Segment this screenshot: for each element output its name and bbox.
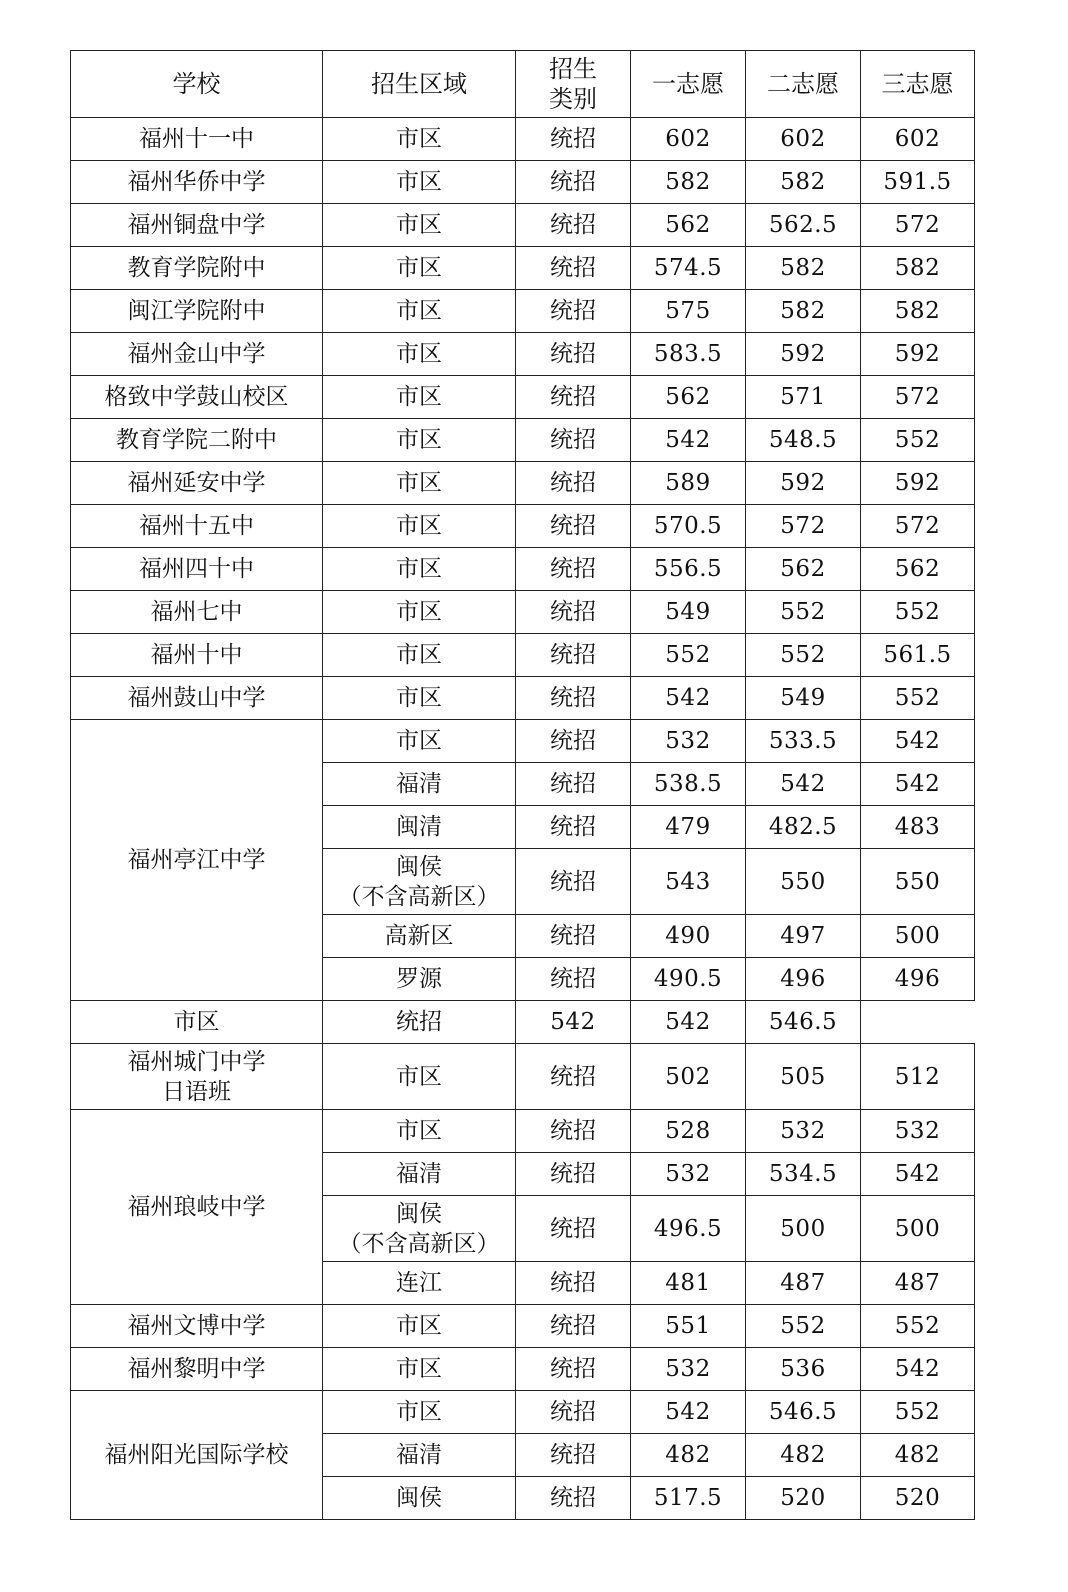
cell-choice1: 583.5	[631, 333, 746, 376]
cell-region-line1: 闽侯	[396, 853, 442, 880]
cell-school: 福州阳光国际学校	[71, 1391, 323, 1520]
cell-choice3: 552	[861, 591, 975, 634]
cell-region: 市区	[323, 333, 516, 376]
table-row	[71, 677, 975, 720]
cell-region: 市区	[323, 161, 516, 204]
cell-choice3: 572	[861, 376, 975, 419]
table-row	[71, 1391, 975, 1434]
cell-type: 统招	[516, 849, 631, 915]
cell-choice3: 562	[861, 548, 975, 591]
cell-type: 统招	[516, 161, 631, 204]
cell-choice2: 542	[746, 763, 861, 806]
cell-choice2: 582	[746, 290, 861, 333]
cell-choice1: 551	[631, 1305, 746, 1348]
cell-choice3: 550	[861, 849, 975, 915]
cell-choice3: 542	[861, 1153, 975, 1196]
cell-region: 市区	[323, 1044, 516, 1110]
cell-type: 统招	[516, 419, 631, 462]
cell-choice3: 552	[861, 419, 975, 462]
table-row	[71, 1110, 975, 1153]
cell-type: 统招	[323, 1001, 516, 1044]
cell-choice1: 482	[631, 1434, 746, 1477]
cell-choice1: 542	[631, 419, 746, 462]
header-choice3: 三志愿	[861, 51, 975, 118]
cell-school: 福州铜盘中学	[71, 204, 323, 247]
cell-type: 统招	[516, 505, 631, 548]
cell-choice1: 517.5	[631, 1477, 746, 1520]
cell-choice1: 542	[631, 677, 746, 720]
cell-school: 福州金山中学	[71, 333, 323, 376]
cell-region-line2: （不含高新区）	[338, 1230, 500, 1257]
cell-school-line2: 日语班	[162, 1078, 231, 1105]
cell-region: 市区	[323, 462, 516, 505]
cell-choice3: 572	[861, 204, 975, 247]
cell-school: 福州华侨中学	[71, 161, 323, 204]
cell-region: 市区	[323, 634, 516, 677]
cell-region-line2: （不含高新区）	[338, 883, 500, 910]
cell-type: 统招	[516, 204, 631, 247]
cell-school: 福州四十中	[71, 548, 323, 591]
cell-choice3: 546.5	[746, 1001, 861, 1044]
cell-region: 市区	[323, 505, 516, 548]
table-row	[71, 462, 975, 505]
cell-type: 统招	[516, 1477, 631, 1520]
cell-choice3: 552	[861, 677, 975, 720]
header-type	[516, 51, 631, 118]
cell-choice2: 536	[746, 1348, 861, 1391]
cell-choice1: 532	[631, 1153, 746, 1196]
cell-type: 统招	[516, 763, 631, 806]
table-row	[71, 634, 975, 677]
table-row	[71, 333, 975, 376]
table-row	[71, 247, 975, 290]
cell-choice1: 562	[631, 376, 746, 419]
table-row	[71, 1044, 975, 1110]
cell-choice3: 591.5	[861, 161, 975, 204]
cell-choice2: 552	[746, 634, 861, 677]
cell-region: 市区	[323, 247, 516, 290]
cell-choice3: 572	[861, 505, 975, 548]
cell-choice2: 592	[746, 462, 861, 505]
cell-choice2: 497	[746, 915, 861, 958]
cell-choice1: 542	[516, 1001, 631, 1044]
cell-school: 教育学院附中	[71, 247, 323, 290]
table-row	[71, 720, 975, 763]
cell-type: 统招	[516, 1110, 631, 1153]
cell-choice3: 582	[861, 290, 975, 333]
cell-type: 统招	[516, 1391, 631, 1434]
table-row	[71, 1348, 975, 1391]
cell-region: 市区	[323, 204, 516, 247]
cell-type: 统招	[516, 1348, 631, 1391]
cell-choice2: 505	[746, 1044, 861, 1110]
cell-type: 统招	[516, 634, 631, 677]
cell-choice2: 592	[746, 333, 861, 376]
table-body	[71, 118, 975, 1520]
cell-type: 统招	[516, 677, 631, 720]
header-school: 学校	[71, 51, 323, 118]
cell-choice2: 552	[746, 591, 861, 634]
cell-choice2: 542	[631, 1001, 746, 1044]
header-region: 招生区域	[323, 51, 516, 118]
cell-choice3: 532	[861, 1110, 975, 1153]
cell-choice1: 538.5	[631, 763, 746, 806]
cell-type: 统招	[516, 1196, 631, 1262]
cell-school: 福州亭江中学	[71, 720, 323, 1001]
cell-region: 高新区	[323, 915, 516, 958]
cell-region: 市区	[323, 419, 516, 462]
cell-choice1: 543	[631, 849, 746, 915]
cell-choice2: 562.5	[746, 204, 861, 247]
cell-type: 统招	[516, 806, 631, 849]
cell-choice1: 602	[631, 118, 746, 161]
cell-choice3: 592	[861, 333, 975, 376]
table-row	[71, 548, 975, 591]
cell-choice2: 482.5	[746, 806, 861, 849]
cell-region: 市区	[323, 1110, 516, 1153]
cell-region-line1: 闽侯	[396, 1200, 442, 1227]
table-row	[71, 419, 975, 462]
cell-type: 统招	[516, 376, 631, 419]
cell-region: 福清	[323, 763, 516, 806]
cell-school: 福州鼓山中学	[71, 677, 323, 720]
cell-type: 统招	[516, 548, 631, 591]
cell-choice1: 490.5	[631, 958, 746, 1001]
cell-choice1: 532	[631, 720, 746, 763]
cell-region: 市区	[323, 290, 516, 333]
cell-school	[71, 1044, 323, 1110]
cell-type: 统招	[516, 1434, 631, 1477]
table-header-row	[71, 51, 975, 118]
cell-type: 统招	[516, 118, 631, 161]
admission-score-table	[70, 50, 975, 1520]
cell-type: 统招	[516, 247, 631, 290]
table-row	[71, 161, 975, 204]
cell-choice3: 561.5	[861, 634, 975, 677]
cell-choice3: 520	[861, 1477, 975, 1520]
header-type-line1: 招生	[549, 55, 597, 83]
cell-type: 统招	[516, 1305, 631, 1348]
table-row	[71, 505, 975, 548]
cell-choice1: 481	[631, 1262, 746, 1305]
cell-school: 福州十一中	[71, 118, 323, 161]
cell-school: 教育学院二附中	[71, 419, 323, 462]
cell-type: 统招	[516, 591, 631, 634]
cell-choice3: 542	[861, 1348, 975, 1391]
cell-region	[323, 849, 516, 915]
cell-choice3: 500	[861, 915, 975, 958]
cell-region: 市区	[323, 677, 516, 720]
cell-choice3: 602	[861, 118, 975, 161]
cell-choice2: 482	[746, 1434, 861, 1477]
cell-school: 福州七中	[71, 591, 323, 634]
cell-region: 福清	[323, 1153, 516, 1196]
cell-region: 市区	[323, 548, 516, 591]
cell-school: 格致中学鼓山校区	[71, 376, 323, 419]
cell-type: 统招	[516, 333, 631, 376]
cell-choice1: 549	[631, 591, 746, 634]
cell-region: 市区	[71, 1001, 323, 1044]
table-row	[71, 290, 975, 333]
cell-choice1: 574.5	[631, 247, 746, 290]
cell-type: 统招	[516, 915, 631, 958]
cell-choice2: 549	[746, 677, 861, 720]
cell-choice2: 552	[746, 1305, 861, 1348]
cell-choice3: 582	[861, 247, 975, 290]
cell-school: 福州黎明中学	[71, 1348, 323, 1391]
cell-choice2: 548.5	[746, 419, 861, 462]
cell-region	[323, 1196, 516, 1262]
cell-region: 市区	[323, 376, 516, 419]
cell-choice1: 479	[631, 806, 746, 849]
cell-choice3: 487	[861, 1262, 975, 1305]
cell-choice3: 496	[861, 958, 975, 1001]
cell-choice1: 490	[631, 915, 746, 958]
cell-school: 福州十五中	[71, 505, 323, 548]
table-row	[71, 204, 975, 247]
cell-choice3: 482	[861, 1434, 975, 1477]
cell-choice2: 520	[746, 1477, 861, 1520]
cell-school: 闽江学院附中	[71, 290, 323, 333]
cell-choice2: 571	[746, 376, 861, 419]
cell-choice1: 556.5	[631, 548, 746, 591]
cell-choice1: 582	[631, 161, 746, 204]
cell-region: 罗源	[323, 958, 516, 1001]
cell-choice3: 483	[861, 806, 975, 849]
cell-choice2: 562	[746, 548, 861, 591]
cell-school: 福州文博中学	[71, 1305, 323, 1348]
cell-choice1: 562	[631, 204, 746, 247]
cell-region: 市区	[323, 720, 516, 763]
cell-choice3: 512	[861, 1044, 975, 1110]
table-row	[71, 591, 975, 634]
cell-choice2: 534.5	[746, 1153, 861, 1196]
cell-choice3: 552	[861, 1305, 975, 1348]
cell-choice2: 500	[746, 1196, 861, 1262]
cell-region: 市区	[323, 1391, 516, 1434]
cell-choice1: 502	[631, 1044, 746, 1110]
cell-region: 福清	[323, 1434, 516, 1477]
cell-choice3: 542	[861, 763, 975, 806]
cell-region: 闽侯	[323, 1477, 516, 1520]
cell-region: 连江	[323, 1262, 516, 1305]
header-choice2: 二志愿	[746, 51, 861, 118]
cell-choice2: 602	[746, 118, 861, 161]
cell-choice2: 533.5	[746, 720, 861, 763]
cell-type: 统招	[516, 958, 631, 1001]
cell-region: 市区	[323, 1305, 516, 1348]
table-row	[71, 1001, 975, 1044]
table-row	[71, 1305, 975, 1348]
cell-choice1: 570.5	[631, 505, 746, 548]
cell-school: 福州十中	[71, 634, 323, 677]
cell-choice2: 532	[746, 1110, 861, 1153]
cell-type: 统招	[516, 1262, 631, 1305]
header-type-line2: 类别	[549, 85, 597, 113]
cell-choice3: 542	[861, 720, 975, 763]
cell-choice1: 528	[631, 1110, 746, 1153]
cell-choice3: 592	[861, 462, 975, 505]
table-row	[71, 118, 975, 161]
cell-choice3: 500	[861, 1196, 975, 1262]
table-row	[71, 376, 975, 419]
cell-region: 市区	[323, 1348, 516, 1391]
cell-school-line1: 福州城门中学	[127, 1048, 266, 1075]
cell-region: 市区	[323, 591, 516, 634]
cell-choice1: 589	[631, 462, 746, 505]
cell-choice2: 546.5	[746, 1391, 861, 1434]
cell-type: 统招	[516, 462, 631, 505]
cell-choice1: 552	[631, 634, 746, 677]
cell-school: 福州延安中学	[71, 462, 323, 505]
cell-region: 闽清	[323, 806, 516, 849]
cell-region: 市区	[323, 118, 516, 161]
cell-choice1: 532	[631, 1348, 746, 1391]
cell-type: 统招	[516, 1044, 631, 1110]
header-choice1: 一志愿	[631, 51, 746, 118]
cell-choice1: 542	[631, 1391, 746, 1434]
cell-choice1: 575	[631, 290, 746, 333]
cell-choice2: 572	[746, 505, 861, 548]
cell-choice2: 582	[746, 161, 861, 204]
cell-school: 福州琅岐中学	[71, 1110, 323, 1305]
cell-type: 统招	[516, 720, 631, 763]
cell-choice3: 552	[861, 1391, 975, 1434]
cell-choice1: 496.5	[631, 1196, 746, 1262]
cell-choice2: 496	[746, 958, 861, 1001]
cell-choice2: 582	[746, 247, 861, 290]
cell-choice2: 487	[746, 1262, 861, 1305]
cell-type: 统招	[516, 290, 631, 333]
cell-choice2: 550	[746, 849, 861, 915]
cell-type: 统招	[516, 1153, 631, 1196]
